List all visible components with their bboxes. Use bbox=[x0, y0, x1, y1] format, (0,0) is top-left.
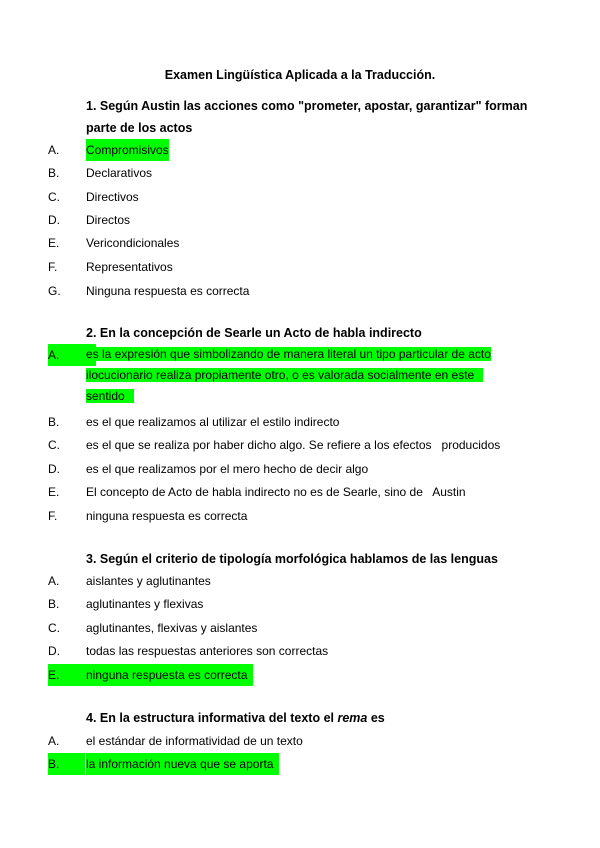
option-letter: A. bbox=[48, 574, 60, 588]
q1-option-f[interactable] bbox=[0, 256, 600, 278]
option-text: es el que se realiza por haber dicho algo. Se refiere a los efectos producidos bbox=[86, 438, 501, 452]
option-text-correct: la información nueva que se aporta bbox=[86, 753, 279, 775]
q3-option-e[interactable] bbox=[0, 664, 600, 686]
option-letter: C. bbox=[48, 190, 60, 204]
option-text-correct bbox=[86, 344, 491, 407]
question-4-title-before: 4. En la estructura informativa del texto el bbox=[86, 711, 338, 725]
option-text-correct: ninguna respuesta es correcta bbox=[86, 664, 253, 686]
option-text: el estándar de informatividad de un texto bbox=[86, 734, 303, 748]
option-letter: A. bbox=[48, 143, 60, 157]
option-letter: C. bbox=[48, 621, 60, 635]
question-2-title: 2. En la concepción de Searle un Acto de habla indirecto bbox=[86, 326, 422, 340]
q4-option-a[interactable] bbox=[0, 730, 600, 752]
question-4-title-after: es bbox=[367, 711, 385, 725]
q3-option-c[interactable] bbox=[0, 617, 600, 639]
option-letter: D. bbox=[48, 644, 60, 658]
question-1-title-line-2: parte de los actos bbox=[86, 121, 193, 135]
q1-option-d[interactable] bbox=[0, 209, 600, 231]
page-title: Examen Lingüística Aplicada a la Traducción. bbox=[164, 68, 436, 82]
q3-option-b[interactable] bbox=[0, 593, 600, 615]
option-text: Ninguna respuesta es correcta bbox=[86, 284, 250, 298]
option-letter: D. bbox=[48, 462, 60, 476]
option-text: todas las respuestas anteriores son correctas bbox=[86, 644, 329, 658]
question-3-title: 3. Según el criterio de tipología morfológica hablamos de las lenguas bbox=[86, 552, 498, 566]
option-letter: D. bbox=[48, 213, 60, 227]
option-letter: A. bbox=[48, 344, 96, 366]
option-letter: B. bbox=[48, 597, 60, 611]
option-letter: B. bbox=[48, 415, 60, 429]
option-text: Vericondicionales bbox=[86, 236, 180, 250]
q2-option-f[interactable] bbox=[0, 505, 600, 527]
option-text: Declarativos bbox=[86, 166, 153, 180]
option-letter: B. bbox=[48, 166, 60, 180]
option-text: aislantes y aglutinantes bbox=[86, 574, 211, 588]
q4-option-b[interactable] bbox=[0, 753, 600, 775]
question-1-title-line-1: 1. Según Austin las acciones como "prometer, apostar, garantizar" forman bbox=[86, 99, 528, 113]
q2-option-a[interactable] bbox=[0, 344, 600, 408]
q1-option-a[interactable] bbox=[0, 139, 600, 161]
option-text: Directivos bbox=[86, 190, 139, 204]
option-letter: F. bbox=[48, 260, 58, 274]
option-letter: C. bbox=[48, 438, 60, 452]
option-letter: E. bbox=[48, 485, 60, 499]
option-text-correct: Compromisivos bbox=[86, 139, 169, 161]
question-4-title bbox=[86, 707, 536, 729]
option-letter: E. bbox=[48, 236, 60, 250]
q2-option-b[interactable] bbox=[0, 411, 600, 433]
option-text: El concepto de Acto de habla indirecto no es de Searle, sino de Austin bbox=[86, 485, 466, 499]
option-letter: A. bbox=[48, 734, 60, 748]
option-text: aglutinantes y flexivas bbox=[86, 597, 204, 611]
option-letter: B. bbox=[48, 753, 85, 775]
option-text-line-3: sentido bbox=[86, 389, 134, 403]
option-letter: F. bbox=[48, 509, 58, 523]
q1-option-e[interactable] bbox=[0, 232, 600, 254]
q1-option-b[interactable] bbox=[0, 162, 600, 184]
q2-option-d[interactable] bbox=[0, 458, 600, 480]
q2-option-e[interactable] bbox=[0, 481, 600, 503]
option-text: ninguna respuesta es correcta bbox=[86, 509, 248, 523]
question-1-title bbox=[86, 95, 536, 139]
q1-option-c[interactable] bbox=[0, 186, 600, 208]
option-text: aglutinantes, flexivas y aislantes bbox=[86, 621, 258, 635]
option-text: Representativos bbox=[86, 260, 173, 274]
q3-option-a[interactable] bbox=[0, 570, 600, 592]
q3-option-d[interactable] bbox=[0, 640, 600, 662]
option-letter: E. bbox=[48, 664, 86, 686]
question-4-title-italic: rema bbox=[337, 711, 368, 725]
option-text-line-1: es la expresión que simbolizando de manera literal un tipo particular de acto bbox=[86, 347, 491, 361]
option-text: es el que realizamos por el mero hecho de decir algo bbox=[86, 462, 369, 476]
option-text: es el que realizamos al utilizar el estilo indirecto bbox=[86, 415, 340, 429]
option-text-line-2: ilocucionario realiza propiamente otro, o es valorada socialmente en este bbox=[86, 368, 483, 382]
q2-option-c[interactable] bbox=[0, 434, 600, 456]
q1-option-g[interactable] bbox=[0, 280, 600, 302]
option-text: Directos bbox=[86, 213, 131, 227]
option-letter: G. bbox=[48, 284, 61, 298]
